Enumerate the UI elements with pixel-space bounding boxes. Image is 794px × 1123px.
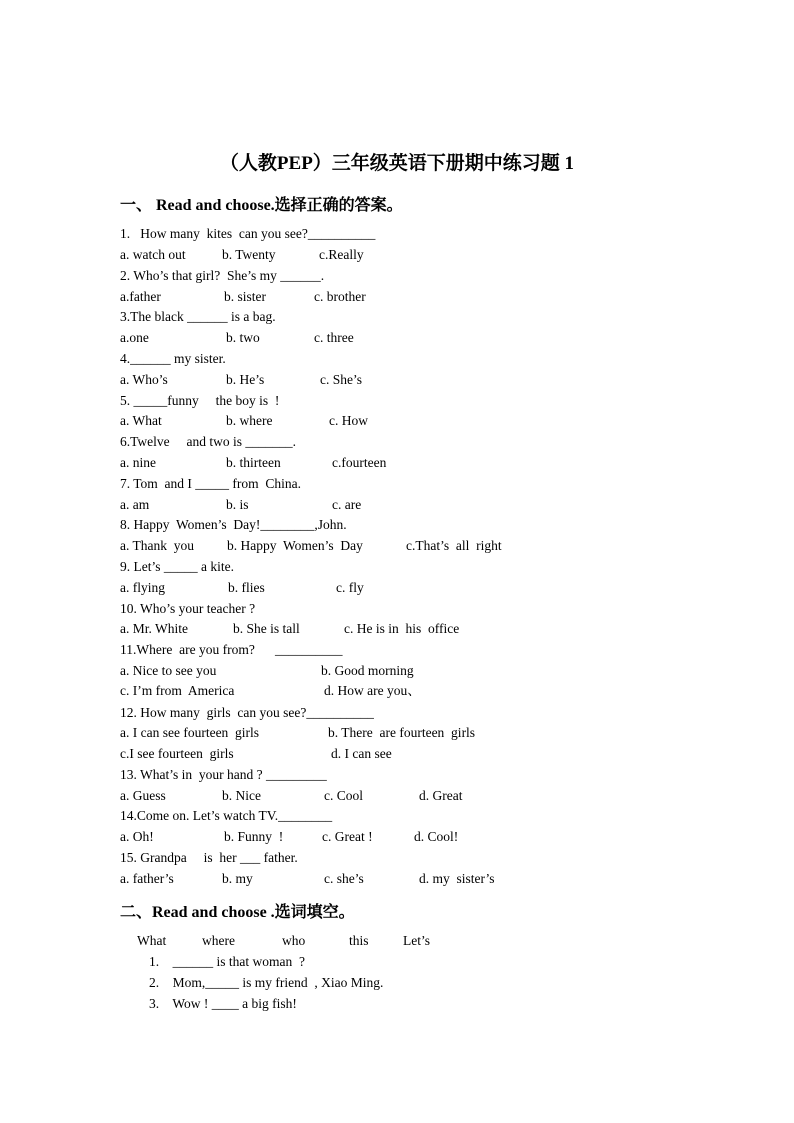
section-2-heading: 二、Read and choose .选词填空。 xyxy=(120,904,355,921)
option: c.fourteen xyxy=(332,455,387,470)
question-6: 6.Twelve and two is _______. xyxy=(120,434,297,449)
word-bank-item: Let’s xyxy=(403,933,430,948)
option: a. Nice to see you xyxy=(120,663,217,678)
question-7: 7. Tom and I _____ from China. xyxy=(120,476,302,491)
option: c. brother xyxy=(314,289,366,304)
question-2: 2. Who’s that girl? She’s my ______. xyxy=(120,268,325,283)
question-14: 14.Come on. Let’s watch TV.________ xyxy=(120,808,333,823)
word-bank-item: where xyxy=(202,933,235,948)
option: c. He is in his office xyxy=(344,621,460,636)
option: c. I’m from America xyxy=(120,683,235,698)
question-10: 10. Who’s your teacher ? xyxy=(120,601,256,616)
option: c. Great ! xyxy=(322,829,373,844)
option: c.I see fourteen girls xyxy=(120,746,234,761)
question-15: 15. Grandpa is her ___ father. xyxy=(120,850,298,865)
option: a. am xyxy=(120,497,150,512)
option: a. Oh! xyxy=(120,829,154,844)
option: a. What xyxy=(120,413,162,428)
option: a. Who’s xyxy=(120,372,168,387)
option: b. my xyxy=(222,871,253,886)
word-bank-item: who xyxy=(282,933,306,948)
fill-item-3: 3. Wow ! ____ a big fish! xyxy=(149,996,297,1011)
question-5: 5. _____funny the boy is ! xyxy=(120,393,280,408)
option: d. Cool! xyxy=(414,829,459,844)
option: b. thirteen xyxy=(226,455,281,470)
option: a.one xyxy=(120,330,149,345)
option: c. are xyxy=(332,497,362,512)
option: b. Twenty xyxy=(222,247,276,262)
question-8: 8. Happy Women’s Day!________,John. xyxy=(120,517,347,532)
fill-item-1: 1. ______ is that woman ? xyxy=(149,954,305,969)
option: b. Funny ! xyxy=(224,829,284,844)
option: b. Nice xyxy=(222,788,261,803)
option: a. Thank you xyxy=(120,538,194,553)
page-title: （人教PEP）三年级英语下册期中练习题 1 xyxy=(219,153,575,174)
option: b. Happy Women’s Day xyxy=(227,538,363,553)
fill-item-2: 2. Mom,_____ is my friend , Xiao Ming. xyxy=(149,975,384,990)
question-3: 3.The black ______ is a bag. xyxy=(120,309,276,324)
option: c. Cool xyxy=(324,788,363,803)
question-9: 9. Let’s _____ a kite. xyxy=(120,559,234,574)
section-1-heading: 一、 Read and choose.选择正确的答案。 xyxy=(120,197,403,214)
option: d. my sister’s xyxy=(419,871,495,886)
option: b. where xyxy=(226,413,273,428)
option: a. father’s xyxy=(120,871,174,886)
option: b. There are fourteen girls xyxy=(328,725,476,740)
option: c. three xyxy=(314,330,354,345)
option: a.father xyxy=(120,289,161,304)
option: c. How xyxy=(329,413,368,428)
word-bank-item: What xyxy=(137,933,167,948)
word-bank-item: this xyxy=(349,933,369,948)
option: b. is xyxy=(226,497,249,512)
option: c.Really xyxy=(319,247,364,262)
option: c. fly xyxy=(336,580,364,595)
option: a. watch out xyxy=(120,247,186,262)
option: d. How are you、 xyxy=(324,683,421,698)
option: a. I can see fourteen girls xyxy=(120,725,260,740)
question-12: 12. How many girls can you see?__________ xyxy=(120,705,374,720)
option: c.That’s all right xyxy=(406,538,502,553)
question-13: 13. What’s in your hand ? _________ xyxy=(120,767,327,782)
question-11: 11.Where are you from? __________ xyxy=(120,642,343,657)
option: b. sister xyxy=(224,289,266,304)
question-4: 4.______ my sister. xyxy=(120,351,226,366)
option: c. She’s xyxy=(320,372,362,387)
option: b. flies xyxy=(228,580,265,595)
option: a. Guess xyxy=(120,788,166,803)
option: a. Mr. White xyxy=(120,621,188,636)
option: b. She is tall xyxy=(233,621,300,636)
option: b. Good morning xyxy=(321,663,414,678)
option: d. I can see xyxy=(331,746,392,761)
option: c. she’s xyxy=(324,871,364,886)
option: a. nine xyxy=(120,455,156,470)
option: b. two xyxy=(226,330,260,345)
option: d. Great xyxy=(419,788,463,803)
option: a. flying xyxy=(120,580,165,595)
question-1: 1. How many kites can you see?__________ xyxy=(120,226,376,241)
option: b. He’s xyxy=(226,372,265,387)
